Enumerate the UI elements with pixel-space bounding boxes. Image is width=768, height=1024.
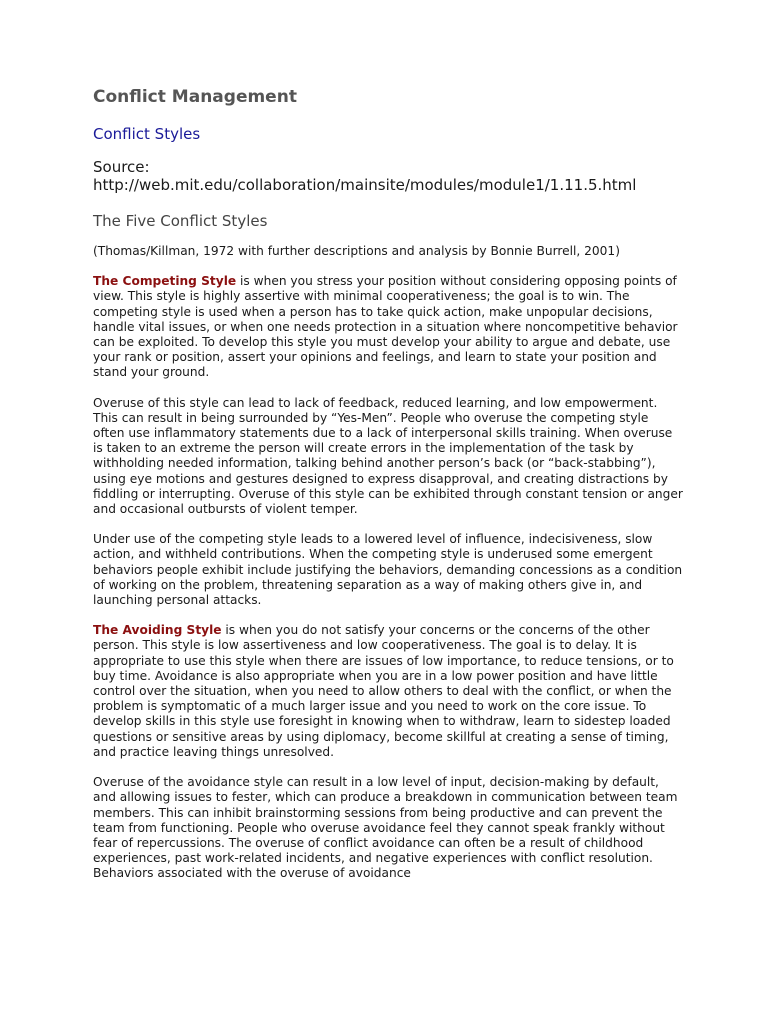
citation-paragraph: (Thomas/Killman, 1972 with further descriptions and analysis by Bonnie Burrell, 2001): [93, 244, 620, 258]
avoiding-style-text: is when you do not satisfy your concerns or the concerns of the other person. This style is low assertiveness and low cooperativeness. The goal is to delay. It is appropriate to use this style when there are issues of low importance, to reduce tensions, or to buy time. Avoidance is also appropriate when you are in a low power position and have little control over the situation, when you need to allow others to deal with the conflict, or when the problem is symptomatic of a much larger issue and you need to work on the core issue. To develop skills in this style use foresight in knowing when to withdraw, learn to sidestep loaded questions or sensitive areas by using diplomacy, become skillful at creating a sense of timing, and practice leaving things unresolved.: [93, 623, 674, 759]
competing-style-paragraph: [93, 274, 683, 380]
section-title: Conflict Styles: [93, 125, 201, 143]
document-title: Conflict Management: [93, 87, 297, 107]
competing-underuse-paragraph: Under use of the competing style leads to a lowered level of influence, indecisiveness, slow action, and withheld contributions. When the competing style is underused some emergent behaviors people exhibit include justifying the behaviors, demanding concessions as a condition of working on the problem, threatening separation as a way of making others give in, and launching personal attacks.: [93, 532, 683, 608]
subsection-title: The Five Conflict Styles: [93, 212, 268, 230]
avoiding-style-paragraph: [93, 623, 683, 760]
competing-style-text: is when you stress your position without considering opposing points of view. This style is highly assertive with minimal cooperativeness; the goal is to win. The competing style is used when a person has to take quick action, make unpopular decisions, handle vital issues, or when one needs protection in a situation where noncompetitive behavior can be exploited. To develop this style you must develop your ability to argue and debate, use your rank or position, assert your opinions and feelings, and learn to state your position and stand your ground.: [93, 274, 678, 380]
source-label: Source:: [93, 158, 150, 176]
document-page: [93, 86, 683, 897]
source-url: http://web.mit.edu/collaboration/mainsite/modules/module1/1.11.5.html: [93, 176, 637, 194]
avoiding-style-term: The Avoiding Style: [93, 623, 222, 638]
avoiding-overuse-paragraph: Overuse of the avoidance style can result in a low level of input, decision-making by default, and allowing issues to fester, which can produce a breakdown in communication between team members. This can inhibit brainstorming sessions from being productive and can prevent the team from functioning. People who overuse avoidance feel they cannot speak frankly without fear of repercussions. The overuse of conflict avoidance can often be a result of childhood experiences, past work-related incidents, and negative experiences with conflict resolution. Behaviors associated with the overuse of avoidance: [93, 775, 678, 881]
source-block: [93, 158, 683, 194]
competing-style-term: The Competing Style: [93, 274, 237, 289]
competing-overuse-paragraph: Overuse of this style can lead to lack of feedback, reduced learning, and low empowerment. This can result in being surrounded by “Yes-Men”. People who overuse the competing style often use inflammatory statements due to a lack of interpersonal skills training. When overuse is taken to an extreme the person will create errors in the implementation of the task by withholding needed information, talking behind another person’s back (or “back-stabbing”), using eye motions and gestures designed to express disapproval, and creating distractions by fiddling or interrupting. Overuse of this style can be exhibited through constant tension or anger and occasional outbursts of violent temper.: [93, 395, 683, 517]
